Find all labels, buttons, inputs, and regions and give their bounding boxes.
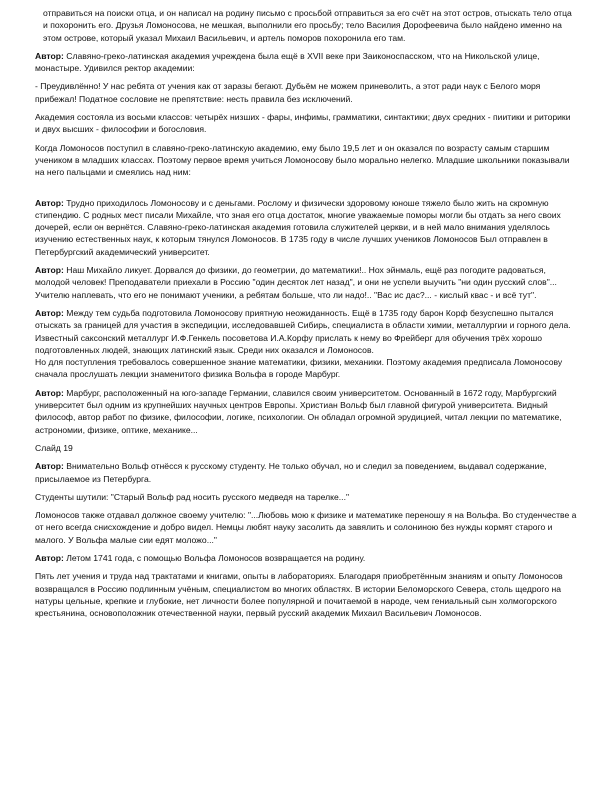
paragraph-academy-classes: Академия состояла из восьми классов: четырёх низших - фары, инфимы, грамматики, синтактики; двух средних - пиитики и риторики и двух высших - философии и богословия. <box>35 112 571 135</box>
paragraph-text: Между тем судьба подготовила Ломоносову приятную неожиданность. Ещё в 1735 году барон Корф безуспешно пытался отыскать за границей для участия в экспедиции, исследовавшей Сибирь, специалиста в области химии, металлургии и горного дела. Известный саксонский металлург И.Ф.Генкель посоветова И.А.Корфу прислать к нему во Фрейберг для обучения трёх хорошо подготовленных людей, знающих латинский язык. Среди них оказался и Ломоносов. <box>35 307 571 355</box>
paragraph-conclusion: Пять лет учения и труда над трактатами и книгами, опыты в лабораториях. Благодаря приобретённым знаниям и опыту Ломоносов возвращался в Россию подлинным учёным, специалистом во многих областях. В истории Беломорского Севера, столь щедрого на натуры цельные, крепкие и глубокие, нет личности более популярной и почитаемой в народе, чем гениальный сын холмогорского крестьянина, основоположник отечественной науки, первый русский академик Михаил Васильевич Ломоносов. <box>35 571 563 619</box>
speaker-label: Автор: <box>35 197 64 208</box>
speaker-label: Автор: <box>35 552 64 563</box>
paragraph-marburg-prerequisite: Но для поступления требовалось совершенное знание математики, физики, механики. Поэтому академия предписала Ломоносову сначала прослушать лекции знаменитого физика Вольфа в городе Марбург. <box>35 357 563 380</box>
paragraph-marburg-university <box>35 387 577 436</box>
paragraph-rector-quote: - Преудивлённо! У нас ребята от учения как от заразы бегают. Дубьём не можем приневолить, а этот ради наук с Белого моря прибежал! Податное сословие не препятствие: несть правила без исключений. <box>35 81 541 104</box>
paragraph-wolff-attention <box>35 460 577 485</box>
paragraph-text: Внимательно Вольф отнёсся к русскому студенту. Не только обучал, но и следил за поведением, выдавал содержание, присылаемое из Петербурга. <box>35 461 547 484</box>
speaker-label: Автор: <box>35 50 64 61</box>
paragraph-return-home <box>35 552 577 564</box>
paragraph-physics-joy <box>35 264 577 301</box>
speaker-label: Автор: <box>35 307 64 318</box>
paragraph-money-hardship <box>35 197 577 258</box>
paragraph-text: Летом 1741 года, с помощью Вольфа Ломоносов возвращается на родину. <box>66 552 366 563</box>
paragraph-father-search: отправиться на поиски отца, и он написал на родину письмо с просьбой отправиться за его счёт на этот остров, отыскать тело отца и похоронить его. Друзья Ломоносова, не мешкая, выполнили его просьбу; тело Василия Дорофеевича было найдено именно на этом острове, который указал Михаил Васильевич, и артель поморов похоронила его там. <box>43 8 572 43</box>
paragraph-text: Трудно приходилось Ломоносову и с деньгами. Рослому и физически здоровому юноше тяжело было жить на скромную стипендию. С родных мест писали Михайле, что зная его отца достаток, многие уважаемые поморы могли бы отдать за него своих дочерей, если он вернётся. Славяно-греко-латинская академия готовила служителей церкви, и в ней мало внимания уделялось изучению естественных наук, к которым тянулся Ломоносов. В 1735 году в числе лучших учеников Ломоносов Был отправлен в Петербургский академический университет. <box>35 197 561 257</box>
paragraph-students-joke: Студенты шутили: "Старый Вольф рад носить русского медведя на тарелке..." <box>35 491 350 502</box>
speaker-label: Автор: <box>35 265 64 276</box>
paragraph-text: Наш Михайло ликует. Дорвался до физики, до геометрии, до математики!.. Нох эйнмаль, ещё раз погодите радоваться, молодой человек! Преподаватели приехали в Россию "один десяток лет назад", и они не успели выучить "ни один русский слов"... Учителю наплевать, что его не понимают ученики, а ребятам больше, что ли надо!.. "Вас ис дас?... - кислый квас - и всё тут". <box>35 265 557 300</box>
paragraph-text: Славяно-греко-латинская академия учреждена была ещё в XVII веке при Заиконоспасском, что на Никольской улице, монастыре. Удивился ректор академии: <box>35 50 540 74</box>
paragraph-text: Марбург, расположенный на юго-западе Германии, славился своим университетом. Основанный в 1672 году, Марбургский университет был одним из крупнейших научных центров Европы. Христиан Вольф был главной фигурой университета. Видный философ, автор работ по физике, философии, логике, психологии. Он обладал огромной эрудицией, читал лекции по математике, астрономии, физике, оптике, механике... <box>35 387 562 435</box>
paragraph-academy-founded <box>35 50 577 75</box>
paragraph-korf-surprise <box>35 307 577 356</box>
blank-gap <box>35 185 577 197</box>
slide-marker: Слайд 19 <box>35 442 73 453</box>
paragraph-lomonosov-tribute: Ломоносов также отдавал должное своему учителю: "...Любовь мою к физике и математике переношу я на Вольфа. Во студенчестве а от него всегда снисхождение и добро видел. Немцы любят науку засолить да завялить и солониною без нужды кормят старого и малого. У Вольфа малые сии едят моложо..." <box>35 510 577 545</box>
speaker-label: Автор: <box>35 387 64 398</box>
paragraph-group-surprise <box>35 307 577 381</box>
speaker-label: Автор: <box>35 461 64 472</box>
paragraph-age-at-entry: Когда Ломоносов поступил в славяно-греко-латинскую академию, ему было 19,5 лет и он оказался по возрасту самым старшим учеником в младших классах. Поэтому первое время учиться Ломоносову было морально нелегко. Младшие школьники показывали на него пальцами и смеялись над ним: <box>35 142 570 178</box>
